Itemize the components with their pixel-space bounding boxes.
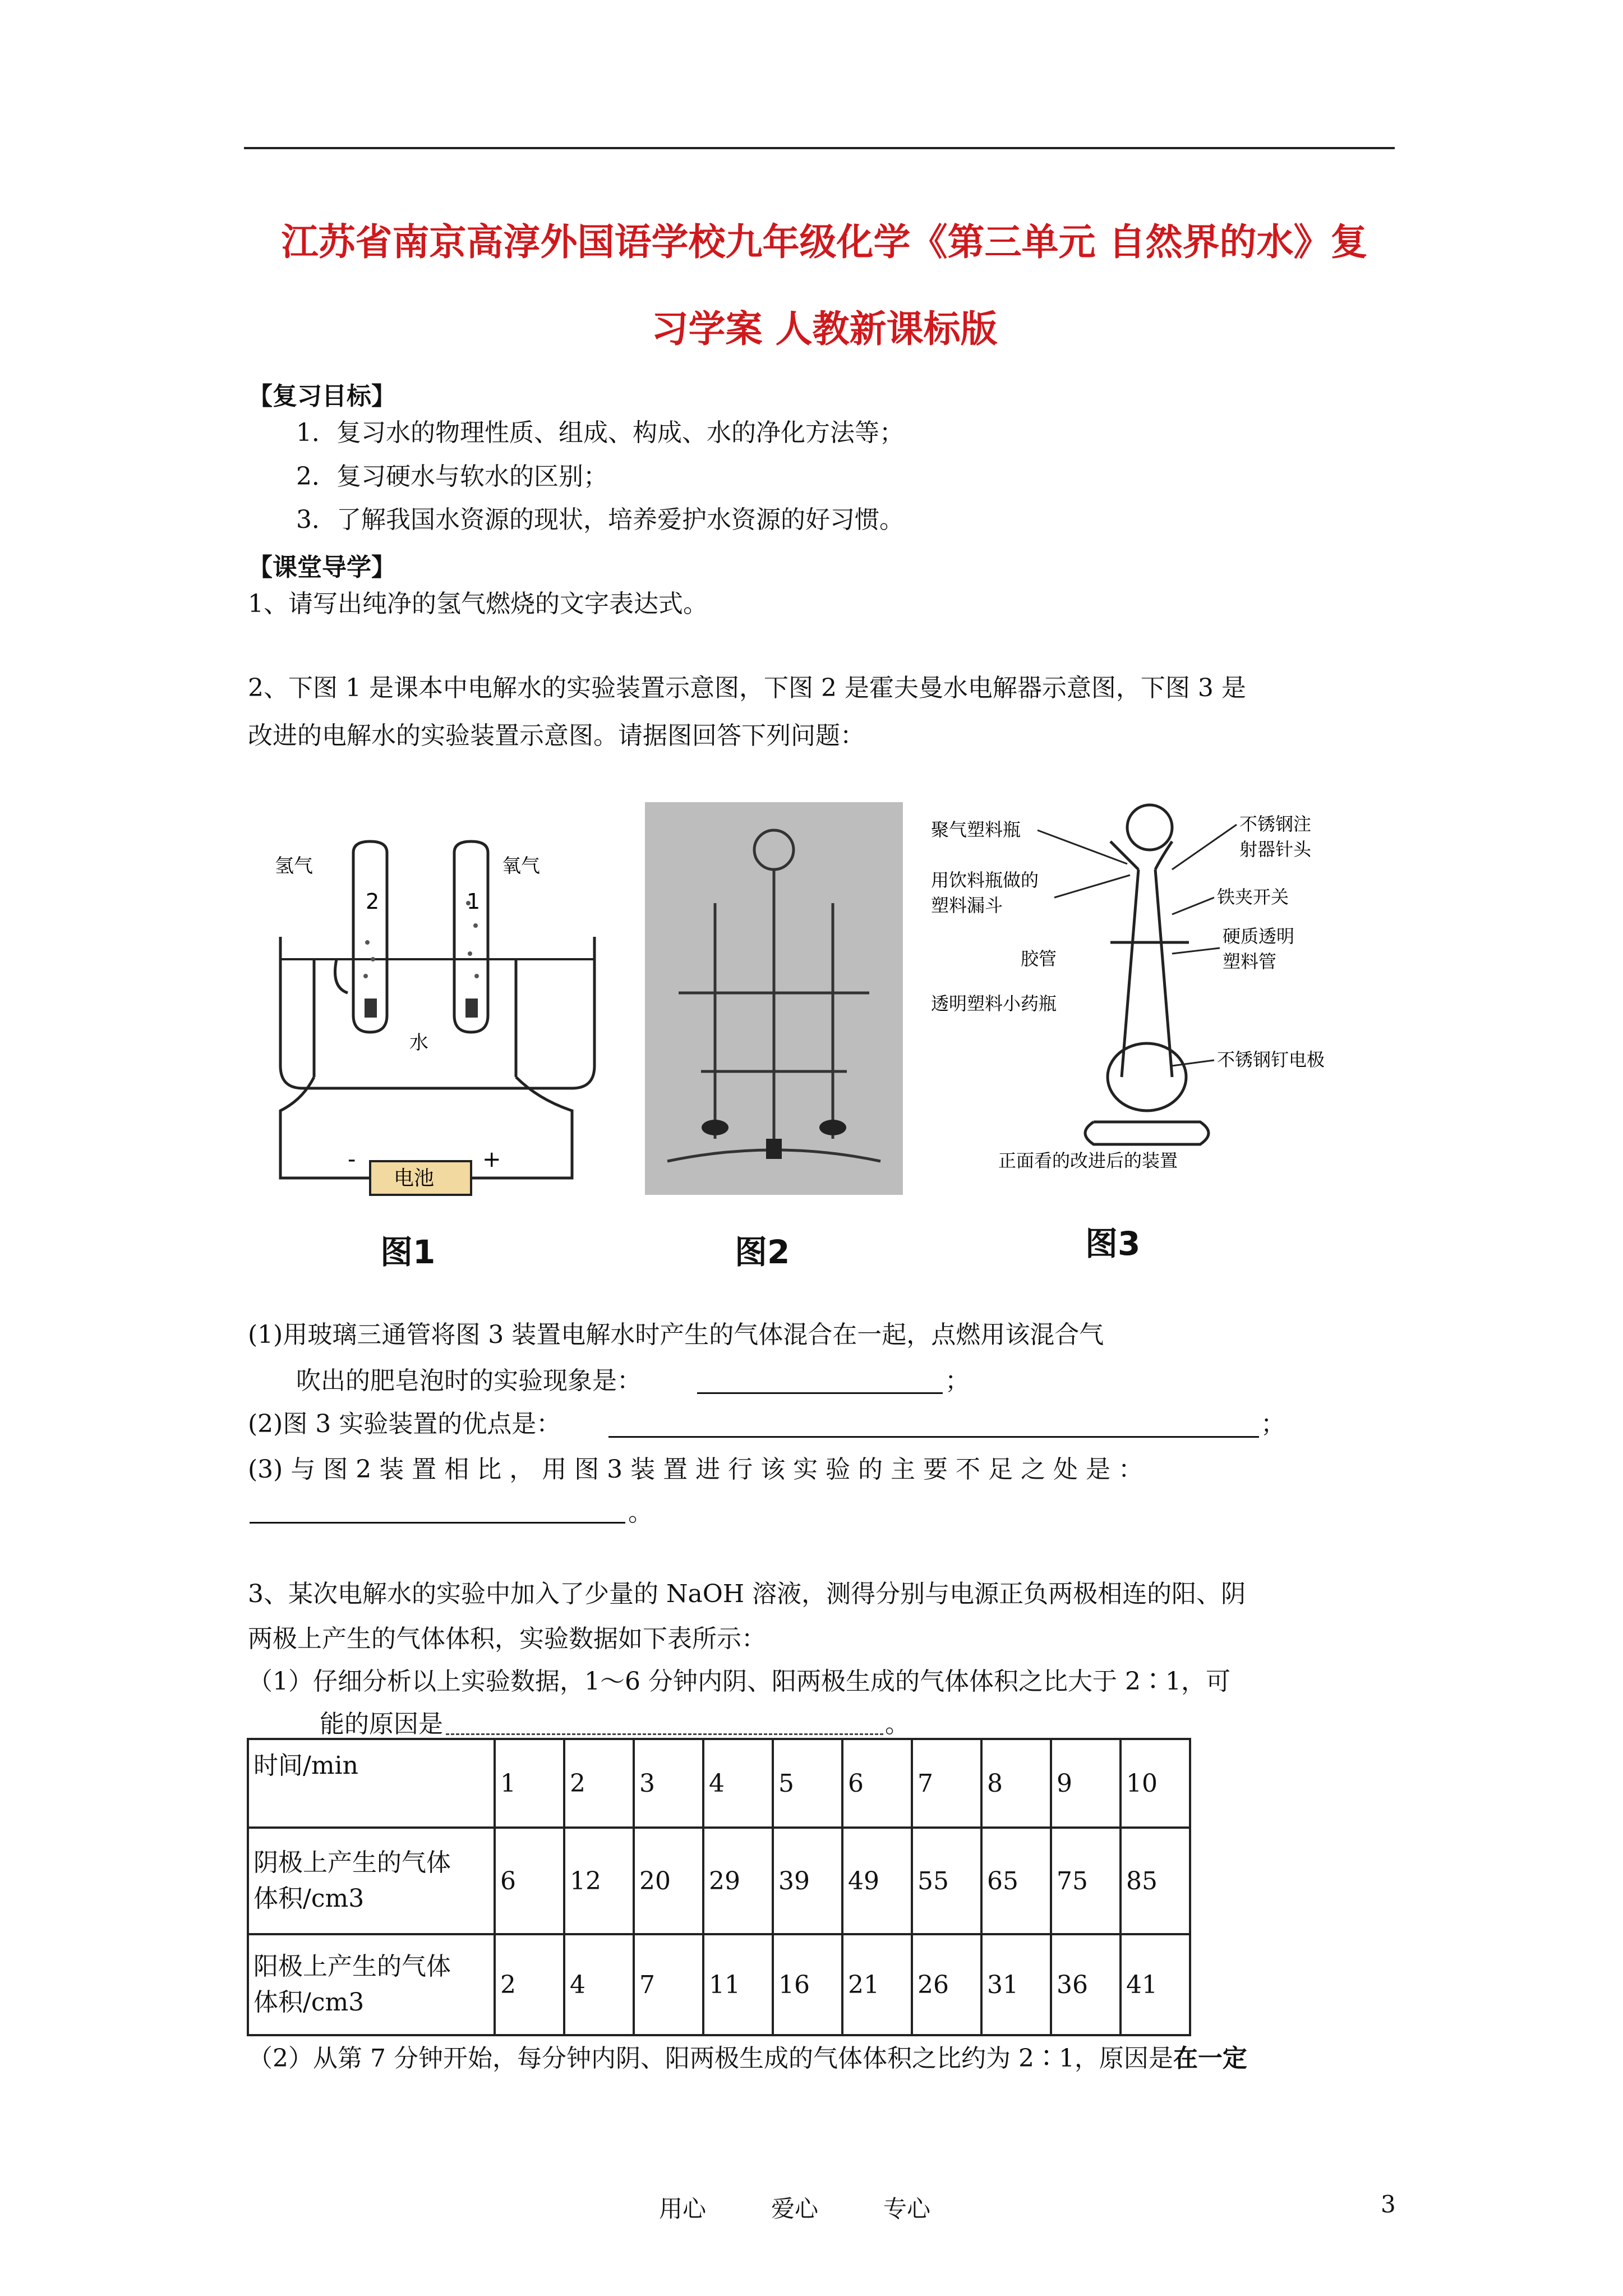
table-row <box>248 1934 1190 2035</box>
figure-1 <box>247 774 628 1268</box>
footer-motto-2: 爱心 <box>771 2195 819 2223</box>
table-cell: 4 <box>564 1934 634 2035</box>
header-rule <box>244 147 1395 149</box>
table-cell: 1 <box>495 1739 564 1828</box>
question-1: 1、请写出纯净的氢气燃烧的文字表达式。 <box>248 590 708 618</box>
fig1-h2-label: 氢气 <box>275 855 313 877</box>
table-cell: 10 <box>1121 1739 1190 1828</box>
fig3-label-11: 不锈钢钉电极 <box>1217 1049 1325 1070</box>
figure-1-caption: 图1 <box>380 1233 436 1271</box>
fig3-label-2: 用饮料瓶做的 <box>931 869 1039 891</box>
q3-sub1-end: 。 <box>885 1710 910 1738</box>
row-label-unit: 体积/cm3 <box>253 1884 365 1913</box>
q2-sub1-end: ； <box>945 1366 970 1395</box>
q2-sub2-end: ； <box>1261 1410 1285 1438</box>
row-label: 阴极上产生的气体 <box>253 1848 451 1877</box>
table-cell: 20 <box>634 1828 703 1934</box>
page-title-line2: 习学案 人教新课标版 <box>651 307 998 351</box>
q2-sub2-answer-blank[interactable] <box>608 1436 1259 1438</box>
figure-2 <box>645 802 903 1195</box>
q3-sub2-text: （2）从第 7 分钟开始，每分钟内阴、阳两极生成的气体体积之比约为 2∶1，原因是 <box>248 2044 1173 2073</box>
q2-sub3-end: 。 <box>628 1498 653 1527</box>
data-table <box>247 1738 1191 2036</box>
table-cell: 65 <box>981 1828 1051 1934</box>
table-row <box>248 1739 1190 1828</box>
table-cell: 26 <box>912 1934 981 2035</box>
table-cell: 7 <box>912 1739 981 1828</box>
table-cell: 75 <box>1051 1828 1121 1934</box>
q2-sub2: (2)图 3 实验装置的优点是： <box>248 1410 561 1438</box>
table-cell: 12 <box>564 1828 634 1934</box>
question-2-line1: 2、下图 1 是课本中电解水的实验装置示意图，下图 2 是霍夫曼水电解器示意图，下图 3 是 <box>248 674 1246 702</box>
footer-motto-1: 用心 <box>659 2195 707 2223</box>
row-label: 阳极上产生的气体 <box>253 1952 451 1981</box>
goals-heading: 【复习目标】 <box>248 382 396 411</box>
footer-motto-3: 专心 <box>883 2195 931 2223</box>
table-cell: 8 <box>981 1739 1051 1828</box>
table-header-cell <box>248 1828 495 1934</box>
fig1-o2-label: 氧气 <box>502 855 540 877</box>
figure-3-caption: 图3 <box>1085 1225 1141 1263</box>
q2-sub1-line1: (1)用玻璃三通管将图 3 装置电解水时产生的气体混合在一起，点燃用该混合气 <box>248 1320 1104 1349</box>
fig3-label-12: 正面看的改进后的装置 <box>998 1150 1178 1171</box>
improved-electrolysis-apparatus-diagram <box>925 774 1396 1268</box>
table-cell: 3 <box>634 1739 703 1828</box>
q3-sub1-line2: 能的原因是 <box>320 1710 443 1738</box>
fig3-label-8: 铁夹开关 <box>1217 886 1289 908</box>
q3-sub2-bold-text: 在一定 <box>1173 2044 1247 2073</box>
fig1-tube1-label: 1 <box>467 889 481 914</box>
q3-sub1-line1: （1）仔细分析以上实验数据，1～6 分钟内阴、阳两极生成的气体体积之比大于 2∶1，可 <box>248 1667 1230 1696</box>
page-number: 3 <box>1381 2191 1396 2218</box>
fig3-label-3: 塑料漏斗 <box>931 895 1003 916</box>
table-cell: 2 <box>495 1934 564 2035</box>
fig1-battery-label: 电池 <box>394 1167 435 1190</box>
table-cell: 2 <box>564 1739 634 1828</box>
table-cell: 39 <box>773 1828 842 1934</box>
fig3-label-7: 射器针头 <box>1239 839 1312 860</box>
question-3-line1: 3、某次电解水的实验中加入了少量的 NaOH 溶液，测得分别与电源正负两极相连的阳、阴 <box>248 1580 1246 1608</box>
table-cell: 41 <box>1121 1934 1190 2035</box>
goal-item-1: 1．复习水的物理性质、组成、构成、水的净化方法等； <box>296 418 904 447</box>
fig3-label-4: 胶管 <box>1021 948 1057 969</box>
table-header-cell <box>248 1934 495 2035</box>
table-cell: 4 <box>703 1739 773 1828</box>
goal-item-2: 2．复习硬水与软水的区别； <box>296 462 608 491</box>
q2-sub1-answer-blank[interactable] <box>697 1392 943 1394</box>
question-2-line2: 改进的电解水的实验装置示意图。请据图回答下列问题： <box>248 721 865 750</box>
table-cell: 16 <box>773 1934 842 2035</box>
table-cell: 85 <box>1121 1828 1190 1934</box>
page-title-line1: 江苏省南京高淳外国语学校九年级化学《第三单元 自然界的水》复 <box>281 220 1368 264</box>
q2-sub3: (3) 与 图 2 装 置 相 比 ， 用 图 3 装 置 进 行 该 实 验 的 主 要 不 足 之 处 是 ： <box>248 1455 1143 1484</box>
table-cell: 55 <box>912 1828 981 1934</box>
table-row <box>248 1828 1190 1934</box>
table-cell: 49 <box>842 1828 912 1934</box>
table-cell: 11 <box>703 1934 773 2035</box>
table-cell: 31 <box>981 1934 1051 2035</box>
table-cell: 21 <box>842 1934 912 2035</box>
table-cell: 36 <box>1051 1934 1121 2035</box>
fig3-label-5: 透明塑料小药瓶 <box>931 993 1057 1014</box>
table-cell: 29 <box>703 1828 773 1934</box>
figure-3 <box>925 774 1396 1268</box>
q2-sub3-answer-blank[interactable] <box>250 1522 625 1524</box>
class-heading: 【课堂导学】 <box>248 553 396 582</box>
fig1-water-label: 水 <box>409 1032 428 1054</box>
table-cell: 6 <box>842 1739 912 1828</box>
question-3-line2: 两极上产生的气体体积，实验数据如下表所示： <box>248 1625 766 1653</box>
figure-2-caption: 图2 <box>735 1233 790 1271</box>
fig1-plus-label: + <box>482 1147 501 1172</box>
table-cell: 7 <box>634 1934 703 2035</box>
row-label-unit: 体积/cm3 <box>253 1988 365 2017</box>
goal-item-3: 3．了解我国水资源的现状，培养爱护水资源的好习惯。 <box>296 505 904 534</box>
fig1-tube2-label: 2 <box>366 889 380 914</box>
hofmann-voltameter-image <box>645 802 903 1195</box>
table-header-cell <box>248 1739 495 1828</box>
table-cell: 9 <box>1051 1739 1121 1828</box>
row-label: 时间/min <box>253 1751 358 1780</box>
fig3-label-6: 不锈钢注 <box>1239 813 1312 835</box>
fig3-label-1: 聚气塑料瓶 <box>931 819 1021 840</box>
table-cell: 5 <box>773 1739 842 1828</box>
q3-sub1-answer-blank[interactable] <box>446 1733 883 1735</box>
fig3-label-10: 塑料管 <box>1223 951 1277 972</box>
q3-sub2 <box>248 2046 1247 2071</box>
table-cell: 6 <box>495 1828 564 1934</box>
fig1-minus-label: - <box>348 1147 356 1172</box>
fig3-label-9: 硬质透明 <box>1223 926 1295 947</box>
electrolysis-apparatus-diagram <box>247 774 628 1268</box>
q2-sub1-line2: 吹出的肥皂泡时的实验现象是： <box>296 1366 642 1395</box>
